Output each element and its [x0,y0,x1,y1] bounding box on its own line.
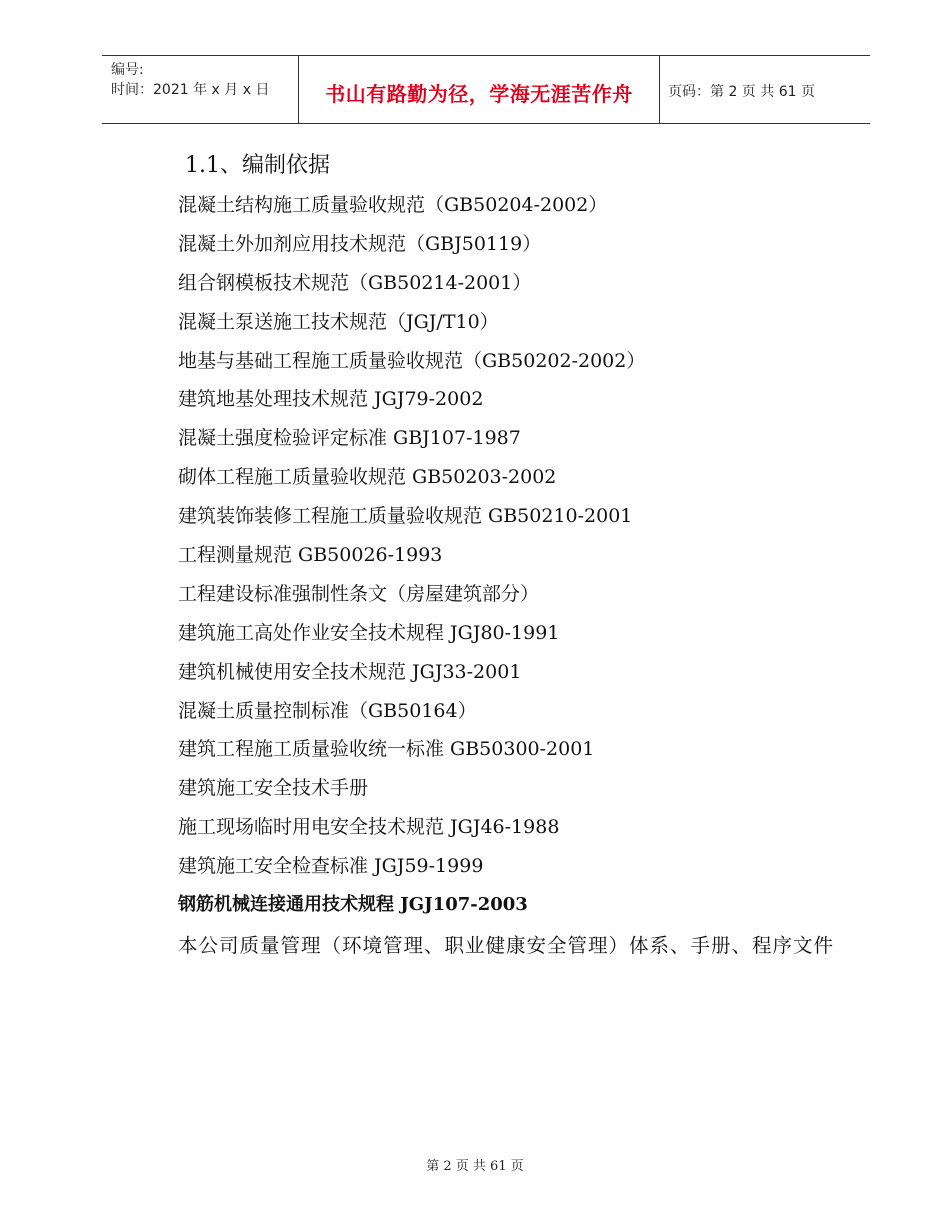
closing-paragraph: 本公司质量管理（环境管理、职业健康安全管理）体系、手册、程序文件 [178,934,835,957]
reference-item: 混凝土泵送施工技术规范（JGJ/T10） [178,310,499,333]
page-footer: 第 2 页 共 61 页 [426,1159,524,1174]
reference-item: 建筑装饰装修工程施工质量验收规范 GB50210-2001 [178,505,633,528]
reference-item: 工程建设标准强制性条文（房屋建筑部分） [178,582,540,605]
header-page-cell [660,56,870,123]
reference-item: 建筑施工高处作业安全技术规程 JGJ80-1991 [178,621,560,644]
reference-item: 地基与基础工程施工质量验收规范（GB50202-2002） [178,349,646,372]
reference-item: 钢筋机械连接通用技术规程 JGJ107-2003 [178,894,528,916]
document-date-label: 时间：2021 年 x 月 x 日 [111,82,270,98]
header-motto: 书山有路勤为径，学海无涯苦作舟 [325,82,633,106]
reference-item: 组合钢模板技术规范（GB50214-2001） [178,271,532,294]
reference-item: 建筑施工安全技术手册 [178,777,369,800]
reference-item: 混凝土强度检验评定标准 GBJ107-1987 [178,427,521,450]
header-motto-cell [299,56,660,123]
header-page-info: 页码：第 2 页 共 61 页 [668,84,815,100]
page-header [102,55,870,124]
reference-item: 混凝土外加剂应用技术规范（GBJ50119） [178,232,542,255]
reference-item: 混凝土质量控制标准（GB50164） [178,699,477,722]
reference-item: 建筑地基处理技术规范 JGJ79-2002 [178,388,484,411]
reference-item: 工程测量规范 GB50026-1993 [178,544,443,567]
reference-item: 施工现场临时用电安全技术规范 JGJ46-1988 [178,816,560,839]
reference-list [178,190,645,929]
reference-item: 砌体工程施工质量验收规范 GB50203-2002 [178,466,557,489]
header-left-cell [102,56,299,123]
section-title: 1.1、编制依据 [185,153,330,178]
reference-item: 混凝土结构施工质量验收规范（GB50204-2002） [178,194,608,216]
reference-item: 建筑工程施工质量验收统一标准 GB50300-2001 [178,738,595,761]
reference-item: 建筑施工安全检查标准 JGJ59-1999 [178,855,484,878]
document-number-label: 编号: [111,62,144,78]
reference-item: 建筑机械使用安全技术规范 JGJ33-2001 [178,660,522,683]
